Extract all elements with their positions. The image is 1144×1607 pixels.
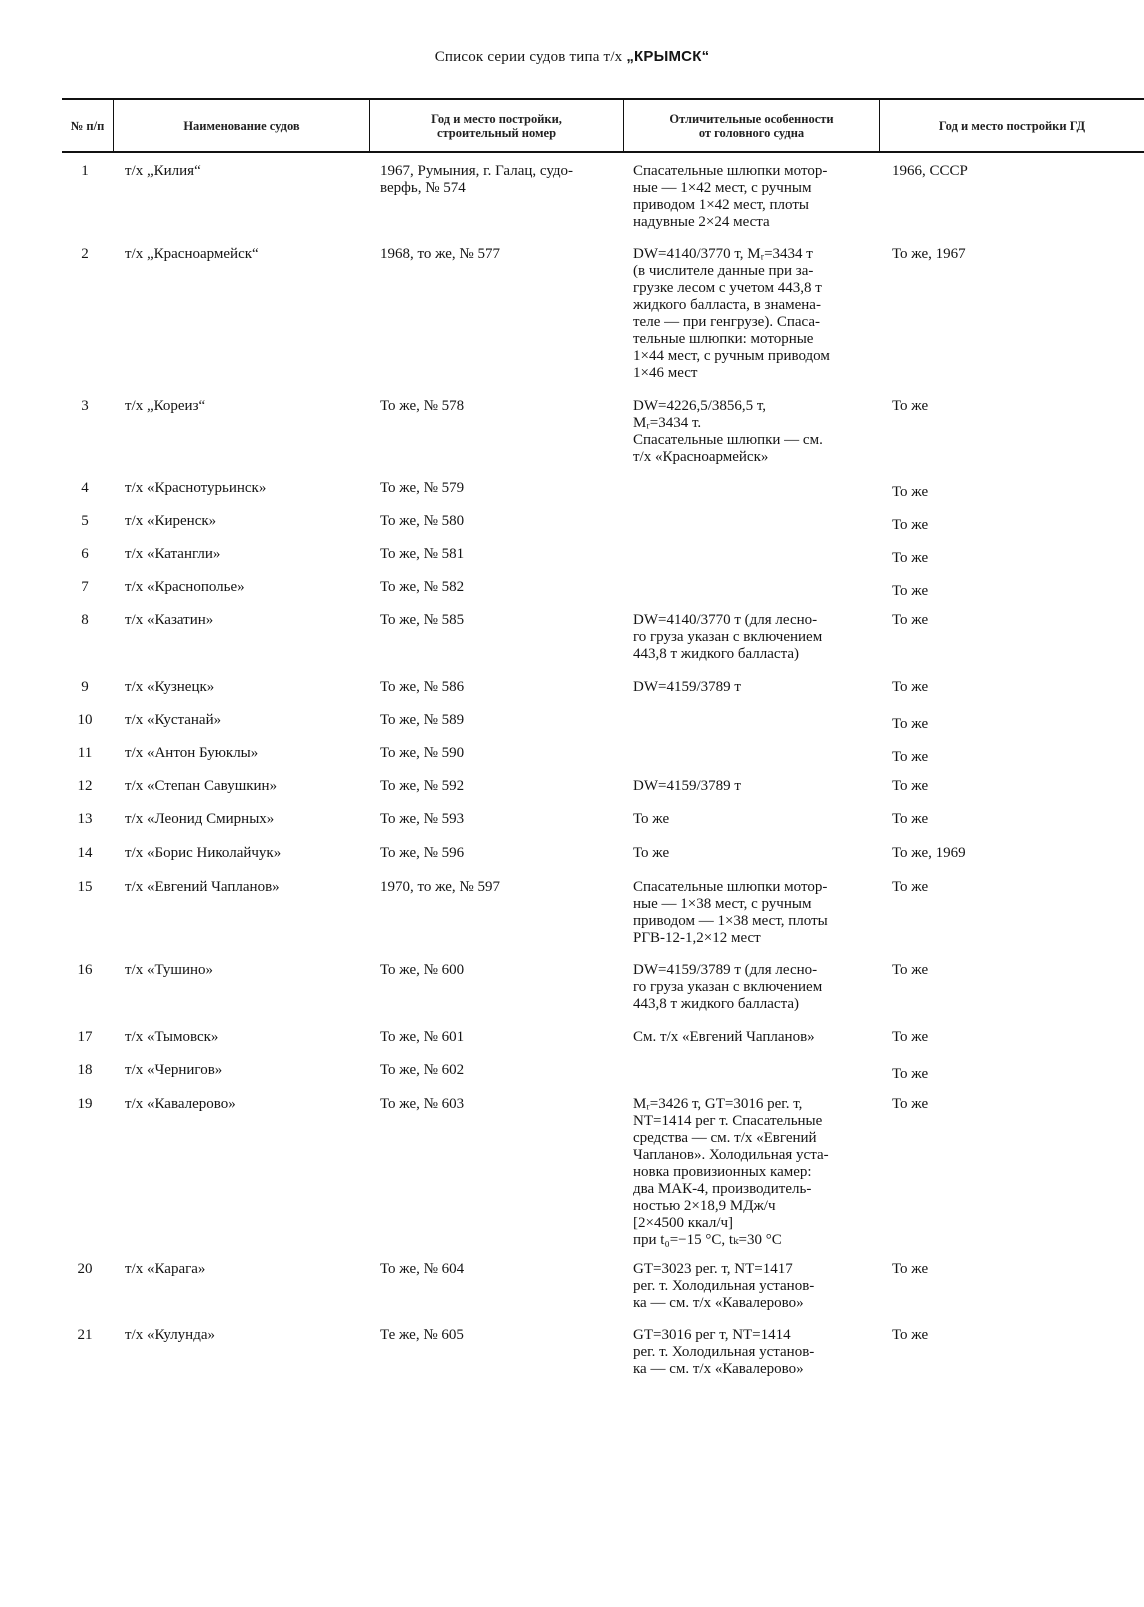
- engine-build-info: То же: [892, 1066, 929, 1082]
- row-number: 2: [81, 246, 89, 262]
- engine-build-info: То же: [892, 398, 929, 414]
- ship-name: т/х «Карага»: [125, 1261, 206, 1277]
- ship-features: См. т/х «Евгений Чапланов»: [633, 1029, 815, 1045]
- engine-build-info: То же: [892, 749, 929, 765]
- build-info: То же, № 580: [380, 513, 465, 529]
- ship-name: т/х «Борис Николайчук»: [125, 845, 282, 861]
- engine-build-info: То же: [892, 1096, 929, 1112]
- row-number: 17: [77, 1029, 93, 1045]
- ship-features: DW=4159/3789 т: [633, 778, 741, 794]
- engine-build-info: То же: [892, 1327, 929, 1343]
- ship-name: т/х «Краснополье»: [125, 579, 245, 595]
- ship-name: т/х «Антон Буюклы»: [125, 745, 259, 761]
- ship-name: т/х «Леонид Смирных»: [125, 811, 275, 827]
- ship-features: DW=4159/3789 т: [633, 679, 741, 695]
- ship-name: т/х «Кавалерово»: [125, 1096, 236, 1112]
- engine-build-info: 1966, СССР: [892, 163, 968, 179]
- ship-name: т/х „Кореиз“: [125, 398, 206, 414]
- ship-features: Спасательные шлюпки мотор- ные — 1×38 мест, с ручным приводом — 1×38 мест, плоты РГВ-12-1,2×12 мест: [633, 879, 828, 946]
- title-prefix: Список серии судов типа т/х: [434, 49, 627, 65]
- ship-name: т/х «Кулунда»: [125, 1327, 215, 1343]
- engine-build-info: То же, 1969: [892, 845, 966, 861]
- ship-name: т/х «Казатин»: [125, 612, 214, 628]
- row-number: 19: [77, 1096, 93, 1112]
- row-number: 6: [81, 546, 89, 562]
- row-number: 14: [77, 845, 93, 861]
- ship-name: т/х «Кузнецк»: [125, 679, 215, 695]
- ship-features: DW=4140/3770 т (для лесно- го груза указан с включением 443,8 т жидкого балласта): [633, 612, 823, 662]
- build-info: То же, № 590: [380, 745, 465, 761]
- ship-features: GT=3023 рег. т, NT=1417 рег. т. Холодильная установ- ка — см. т/х «Кавалерово»: [633, 1261, 815, 1311]
- ship-features: GT=3016 рег т, NT=1414 рег. т. Холодильная установ- ка — см. т/х «Кавалерово»: [633, 1327, 815, 1377]
- ship-name: т/х «Кустанай»: [125, 712, 222, 728]
- build-info: То же, № 603: [380, 1096, 465, 1112]
- row-number: 7: [81, 579, 89, 595]
- build-info: 1968, то же, № 577: [380, 246, 500, 262]
- engine-build-info: То же: [892, 1029, 929, 1045]
- ship-name: т/х «Катангли»: [125, 546, 221, 562]
- row-number: 15: [77, 879, 93, 895]
- ship-name: т/х „Килия“: [125, 163, 201, 179]
- row-number: 12: [77, 778, 93, 794]
- engine-build-info: То же: [892, 879, 929, 895]
- ship-name: т/х «Краснотурьинск»: [125, 480, 267, 496]
- engine-build-info: То же, 1967: [892, 246, 966, 262]
- row-number: 16: [77, 962, 93, 978]
- header-engine-build: Год и место постройки ГД: [938, 118, 1086, 133]
- build-info: То же, № 582: [380, 579, 465, 595]
- row-number: 8: [81, 612, 89, 628]
- row-number: 10: [77, 712, 93, 728]
- build-info: То же, № 586: [380, 679, 465, 695]
- ship-features: DW=4226,5/3856,5 т, Mᵣ=3434 т. Спасательные шлюпки — см. т/х «Красноармейск»: [633, 398, 823, 465]
- row-number: 20: [77, 1261, 93, 1277]
- ship-features: Спасательные шлюпки мотор- ные — 1×42 мест, с ручным приводом 1×42 мест, плоты надувные 2×24 места: [633, 163, 828, 230]
- ship-name: т/х «Тымовск»: [125, 1029, 219, 1045]
- engine-build-info: То же: [892, 517, 929, 533]
- row-number: 4: [81, 480, 89, 496]
- engine-build-info: То же: [892, 1261, 929, 1277]
- engine-build-info: То же: [892, 811, 929, 827]
- row-number: 18: [77, 1062, 93, 1078]
- ship-name: т/х «Евгений Чапланов»: [125, 879, 280, 895]
- build-info: То же, № 601: [380, 1029, 465, 1045]
- build-info: Те же, № 605: [380, 1327, 464, 1343]
- ship-name: т/х «Степан Савушкин»: [125, 778, 278, 794]
- build-info: 1970, то же, № 597: [380, 879, 500, 895]
- header-ship-name: Наименование судов: [183, 118, 300, 133]
- engine-build-info: То же: [892, 484, 929, 500]
- build-info: То же, № 604: [380, 1261, 465, 1277]
- build-info: То же, № 579: [380, 480, 465, 496]
- engine-build-info: То же: [892, 778, 929, 794]
- engine-build-info: То же: [892, 716, 929, 732]
- engine-build-info: То же: [892, 679, 929, 695]
- build-info: То же, № 602: [380, 1062, 465, 1078]
- ship-name: т/х «Тушино»: [125, 962, 213, 978]
- build-info: То же, № 589: [380, 712, 465, 728]
- table-header-rule: [62, 151, 1144, 153]
- engine-build-info: То же: [892, 583, 929, 599]
- build-info: То же, № 585: [380, 612, 465, 628]
- build-info: То же, № 581: [380, 546, 465, 562]
- build-info: То же, № 596: [380, 845, 465, 861]
- header-number: № п/п: [70, 118, 105, 133]
- header-features: Отличительные особенности от головного судна: [669, 111, 834, 140]
- engine-build-info: То же: [892, 550, 929, 566]
- build-info: То же, № 600: [380, 962, 465, 978]
- ship-features: То же: [633, 845, 670, 861]
- title-ship-type: „КРЫМСК“: [626, 48, 710, 65]
- row-number: 5: [81, 513, 89, 529]
- ship-features: DW=4159/3789 т (для лесно- го груза указан с включением 443,8 т жидкого балласта): [633, 962, 823, 1012]
- engine-build-info: То же: [892, 612, 929, 628]
- header-build: Год и место постройки, строительный номер: [431, 111, 562, 140]
- ship-features: Mᵣ=3426 т, GT=3016 рег. т, NT=1414 рег т. Спасательные средства — см. т/х «Евгений Чапланов». Холодильная уста- новка провизионных камер: два МАК-4, производитель- ностью 2×18,9 МДж/ч [2×4500 ккал/ч] при t₀=−15 °С, tₖ=30 °С: [633, 1096, 829, 1248]
- build-info: То же, № 593: [380, 811, 465, 827]
- row-number: 1: [81, 163, 89, 179]
- ship-features: DW=4140/3770 т, Mᵣ=3434 т (в числителе данные при за- грузке лесом с учетом 443,8 т жидкого балласта, в знамена- теле — при генгрузе). Спаса- тельные шлюпки: моторные 1×44 мест, с ручным приводом 1×46 мест: [633, 246, 830, 381]
- ship-name: т/х „Красноармейск“: [125, 246, 259, 262]
- ship-name: т/х «Киренск»: [125, 513, 217, 529]
- row-number: 13: [77, 811, 93, 827]
- build-info: То же, № 592: [380, 778, 465, 794]
- row-number: 11: [77, 745, 93, 761]
- build-info: То же, № 578: [380, 398, 465, 414]
- row-number: 9: [81, 679, 89, 695]
- row-number: 3: [81, 398, 89, 414]
- page-title: [0, 48, 1144, 66]
- engine-build-info: То же: [892, 962, 929, 978]
- ship-features: То же: [633, 811, 670, 827]
- row-number: 21: [77, 1327, 93, 1343]
- ship-name: т/х «Чернигов»: [125, 1062, 223, 1078]
- build-info: 1967, Румыния, г. Галац, судо- верфь, № 574: [380, 163, 574, 196]
